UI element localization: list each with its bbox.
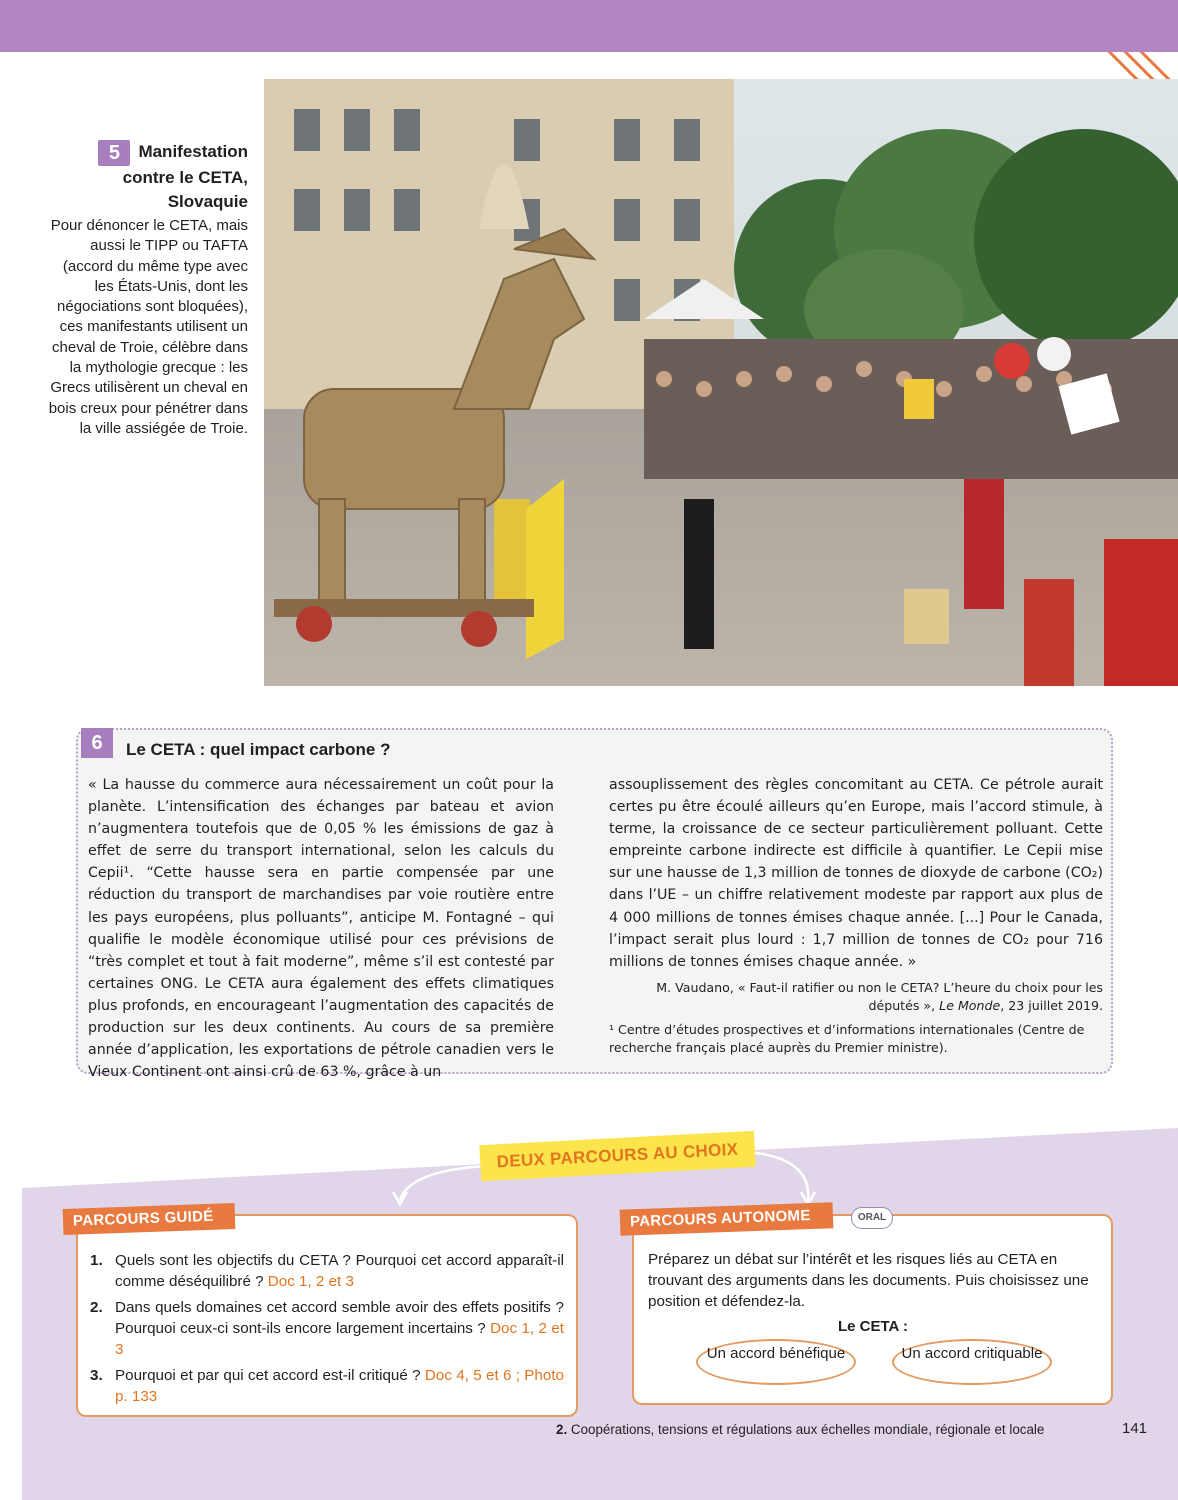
question-text xyxy=(115,1297,564,1360)
question-doc-ref: Doc 1, 2 et 3 xyxy=(115,1320,564,1358)
doc5-title-line1: Manifestation xyxy=(138,142,248,161)
doc6-text-right: assouplissement des règles concomitant au CETA. Ce pétrole aurait certes pu être écoulé ailleurs qu’en Europe, mais l’accord stimule, à terme, la croissance de ce secteur particulièrement polluant. Cette empreinte carbone indirecte est difficile à quantifier. Le Cepii mise sur une hausse de 1,3 million de tonnes de dioxyde de carbone (CO₂) dans l’UE – un chiffre relativement modeste par rapport aux plus de 4 000 millions de tonnes émises chaque année. [...] Pour le Canada, l’impact serait plus lourd : 1,7 million de tonnes de CO₂ pour 716 millions de tonnes émises chaque année. » xyxy=(609,777,1103,970)
guided-questions xyxy=(90,1250,564,1412)
doc6-right-column xyxy=(609,774,1103,1057)
doc5-caption xyxy=(40,140,248,439)
question-text xyxy=(115,1250,564,1292)
doc6-box xyxy=(76,728,1113,1081)
top-header-band xyxy=(0,0,1178,52)
question-body: Quels sont les objectifs du CETA ? Pourquoi cet accord apparaît-il comme déséquilibré ? xyxy=(115,1252,564,1290)
autonomous-instructions: Préparez un débat sur l’intérêt et les risques liés au CETA en trouvant des arguments dans les documents. Puis choisissez une position et défendez-la. xyxy=(648,1251,1089,1310)
question-number: 2. xyxy=(90,1299,103,1316)
page-number: 141 xyxy=(1122,1420,1148,1437)
trojan-horse-protest-photo xyxy=(264,79,1178,686)
question-number: 1. xyxy=(90,1252,103,1269)
option-beneficial: Un accord bénéfique xyxy=(696,1339,856,1385)
source-date: , 23 juillet 2019. xyxy=(1000,997,1103,1013)
doc6-footnote: ¹ Centre d’études prospectives et d’informations internationales (Centre de recherche français placé auprès du Premier ministre). xyxy=(609,1021,1085,1055)
option-criticizable: Un accord critiquable xyxy=(892,1339,1052,1385)
doc5-title-line3: Slovaquie xyxy=(167,192,248,211)
source-journal: Le Monde xyxy=(939,997,1001,1013)
question-doc-ref: Doc 1, 2 et 3 xyxy=(267,1273,354,1290)
doc6-source xyxy=(609,979,1103,1015)
source-author: M. Vaudano, « Faut-il ratifier ou non le CETA? L’heure du choix pour les députés », xyxy=(656,979,1103,1013)
doc5-text: Pour dénoncer le CETA, mais aussi le TIPP ou TAFTA (accord du même type avec les États-Unis, dont les négociations sont bloquées), ces manifestants utilisent un cheval de Troie, célèbre dans la mythologie grecque : les Grecs utilisèrent un cheval en bois creux pour pénétrer dans la ville assiégée de Troie. xyxy=(48,217,248,437)
chapter-number: 2. xyxy=(556,1422,568,1437)
doc6-text-left: « La hausse du commerce aura nécessairement un coût pour la planète. L’intensification des échanges par bateau et avion n’augmentera toutefois que de 0,05 % les émissions de gaz à effet de serre du transport international, selon les calculs du Cepii¹. “Cette hausse sera en partie compensée par une réduction du transport de marchandises par voie routière entre les pays européens, plus polluants”, anticipe M. Fontagné – qui qualifie le modèle économique utilisé pour ces prévisions de “très complet et tout à fait moderne”, même s’il est contesté par certaines ONG. Le CETA aura également des effets climatiques plus profonds, en encourageant l’augmentation des capacités de production sur les deux continents. Au cours de sa première année d’application, les exportations de pétrole canadien vers le Vieux Continent ont ainsi crû de 63 %, grâce à un xyxy=(88,777,554,1081)
question-body: Dans quels domaines cet accord semble avoir des effets positifs ? Pourquoi ceux-ci sont-ils encore largement incertains ? xyxy=(115,1299,564,1337)
autonomous-path-label: PARCOURS AUTONOME xyxy=(620,1202,834,1235)
doc5-title-line2: contre le CETA, xyxy=(122,168,248,187)
question-doc-ref: Doc 4, 5 et 6 ; Photo p. 133 xyxy=(115,1367,564,1405)
choice-banner: DEUX PARCOURS AU CHOIX xyxy=(479,1131,756,1181)
chapter-title: Coopérations, tensions et régulations aux échelles mondiale, régionale et locale xyxy=(567,1422,1045,1437)
doc5-number: 5 xyxy=(98,140,130,166)
oral-badge: ORAL xyxy=(851,1207,893,1229)
question-item xyxy=(90,1365,564,1407)
question-text xyxy=(115,1365,564,1407)
doc6-title: Le CETA : quel impact carbone ? xyxy=(126,740,391,759)
doc6-number: 6 xyxy=(81,728,113,758)
guided-path-label: PARCOURS GUIDÉ xyxy=(63,1203,236,1235)
question-number: 3. xyxy=(90,1367,103,1384)
question-item xyxy=(90,1250,564,1292)
question-body: Pourquoi et par qui cet accord est-il critiqué ? xyxy=(115,1367,425,1384)
footer-chapter xyxy=(556,1422,1044,1437)
question-item xyxy=(90,1297,564,1360)
ceta-label: Le CETA : xyxy=(838,1318,908,1335)
